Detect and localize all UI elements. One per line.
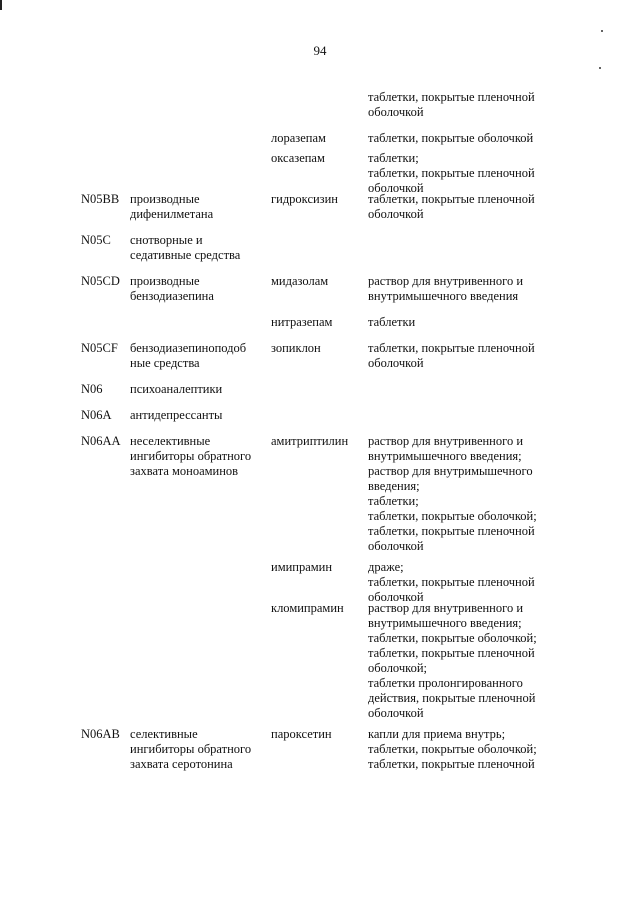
dosage-forms xyxy=(368,560,568,605)
atc-code: N06AA xyxy=(81,434,121,448)
dosage-forms-line: раствор для внутривенного и xyxy=(368,274,524,288)
atc-group-name-line: снотворные и xyxy=(130,233,203,247)
drug-name: оксазепам xyxy=(271,151,325,165)
dosage-forms-line: таблетки, покрытые пленочной xyxy=(368,757,535,771)
drug-name: кломипрамин xyxy=(271,601,344,615)
atc-group-name xyxy=(130,382,265,397)
dosage-forms-line: раствор для внутривенного и xyxy=(368,601,524,615)
atc-code: N06 xyxy=(81,382,103,396)
atc-group-name-line: ингибиторы обратного xyxy=(130,742,252,756)
atc-group-name-line: бензодиазепиноподоб xyxy=(130,341,247,355)
atc-code: N05C xyxy=(81,233,111,247)
atc-group-name-line: психоаналептики xyxy=(130,382,223,396)
dosage-forms-line: таблетки, покрытые оболочкой xyxy=(368,131,534,145)
atc-group-name-line: селективные xyxy=(130,727,198,741)
dosage-forms-line: внутримышечного введения; xyxy=(368,449,522,463)
dosage-forms-line: таблетки xyxy=(368,315,416,329)
dosage-forms-line: оболочкой xyxy=(368,105,424,119)
dosage-forms-line: внутримышечного введения xyxy=(368,289,519,303)
atc-group-name xyxy=(130,233,265,263)
dosage-forms-line: таблетки, покрытые пленочной xyxy=(368,524,535,538)
dosage-forms xyxy=(368,434,568,554)
atc-group-name-line: захвата серотонина xyxy=(130,757,233,771)
dosage-forms-line: таблетки, покрытые оболочкой; xyxy=(368,509,537,523)
atc-group-name-line: бензодиазепина xyxy=(130,289,214,303)
scan-edge-mark xyxy=(0,0,2,10)
dosage-forms-line: капли для приема внутрь; xyxy=(368,727,506,741)
dosage-forms-line: таблетки, покрытые оболочкой; xyxy=(368,742,537,756)
atc-group-name xyxy=(130,727,265,772)
dosage-forms xyxy=(368,601,568,721)
dosage-forms-line: внутримышечного введения; xyxy=(368,616,522,630)
drug-name: гидроксизин xyxy=(271,192,338,206)
atc-group-name xyxy=(130,341,265,371)
scan-speck xyxy=(599,67,601,69)
atc-group-name-line: ингибиторы обратного xyxy=(130,449,252,463)
dosage-forms-line: оболочкой xyxy=(368,590,424,604)
atc-group-name xyxy=(130,274,265,304)
atc-group-name-line: антидепрессанты xyxy=(130,408,223,422)
dosage-forms-line: таблетки; xyxy=(368,151,419,165)
dosage-forms-line: таблетки, покрытые пленочной xyxy=(368,341,535,355)
dosage-forms xyxy=(368,727,568,772)
dosage-forms-line: таблетки; xyxy=(368,494,419,508)
dosage-forms xyxy=(368,151,568,196)
dosage-forms-line: таблетки, покрытые пленочной xyxy=(368,166,535,180)
drug-name: амитриптилин xyxy=(271,434,349,448)
dosage-forms xyxy=(368,274,568,304)
atc-group-name-line: седативные средства xyxy=(130,248,241,262)
dosage-forms-line: таблетки, покрытые пленочной xyxy=(368,575,535,589)
dosage-forms-line: оболочкой xyxy=(368,356,424,370)
atc-group-name-line: ные средства xyxy=(130,356,200,370)
dosage-forms xyxy=(368,192,568,222)
dosage-forms-line: таблетки пролонгированного xyxy=(368,676,523,690)
atc-code: N05CF xyxy=(81,341,118,355)
dosage-forms xyxy=(368,315,568,330)
dosage-forms-line: раствор для внутривенного и xyxy=(368,434,524,448)
atc-group-name-line: производные xyxy=(130,192,200,206)
dosage-forms xyxy=(368,341,568,371)
atc-group-name xyxy=(130,434,265,479)
atc-code: N05BB xyxy=(81,192,120,206)
atc-group-name-line: захвата моноаминов xyxy=(130,464,239,478)
dosage-forms-line: таблетки, покрытые пленочной xyxy=(368,192,535,206)
atc-code: N06AB xyxy=(81,727,120,741)
atc-group-name xyxy=(130,408,265,423)
dosage-forms-line: раствор для внутримышечного xyxy=(368,464,533,478)
dosage-forms-line: оболочкой xyxy=(368,207,424,221)
drug-name: зопиклон xyxy=(271,341,321,355)
dosage-forms xyxy=(368,131,568,146)
atc-group-name-line: неселективные xyxy=(130,434,211,448)
dosage-forms-line: таблетки, покрытые пленочной xyxy=(368,646,535,660)
dosage-forms-line: оболочкой; xyxy=(368,661,427,675)
scan-speck xyxy=(601,30,603,32)
atc-group-name-line: дифенилметана xyxy=(130,207,214,221)
dosage-forms-line: таблетки, покрытые оболочкой; xyxy=(368,631,537,645)
dosage-forms-line: введения; xyxy=(368,479,420,493)
drug-name: нитразепам xyxy=(271,315,333,329)
dosage-forms-line: действия, покрытые пленочной xyxy=(368,691,536,705)
dosage-forms-line: драже; xyxy=(368,560,404,574)
atc-code: N05CD xyxy=(81,274,120,288)
dosage-forms-line: оболочкой xyxy=(368,706,424,720)
drug-name: пароксетин xyxy=(271,727,332,741)
dosage-forms-line: оболочкой xyxy=(368,539,424,553)
drug-name: лоразепам xyxy=(271,131,326,145)
drug-name: мидазолам xyxy=(271,274,329,288)
page-number: 94 xyxy=(313,43,327,58)
drug-name: имипрамин xyxy=(271,560,333,574)
atc-group-name xyxy=(130,192,265,222)
dosage-forms-line: таблетки, покрытые пленочной xyxy=(368,90,535,104)
atc-group-name-line: производные xyxy=(130,274,200,288)
dosage-forms xyxy=(368,90,568,120)
atc-code: N06A xyxy=(81,408,112,422)
dosage-forms-line: оболочкой xyxy=(368,181,424,195)
